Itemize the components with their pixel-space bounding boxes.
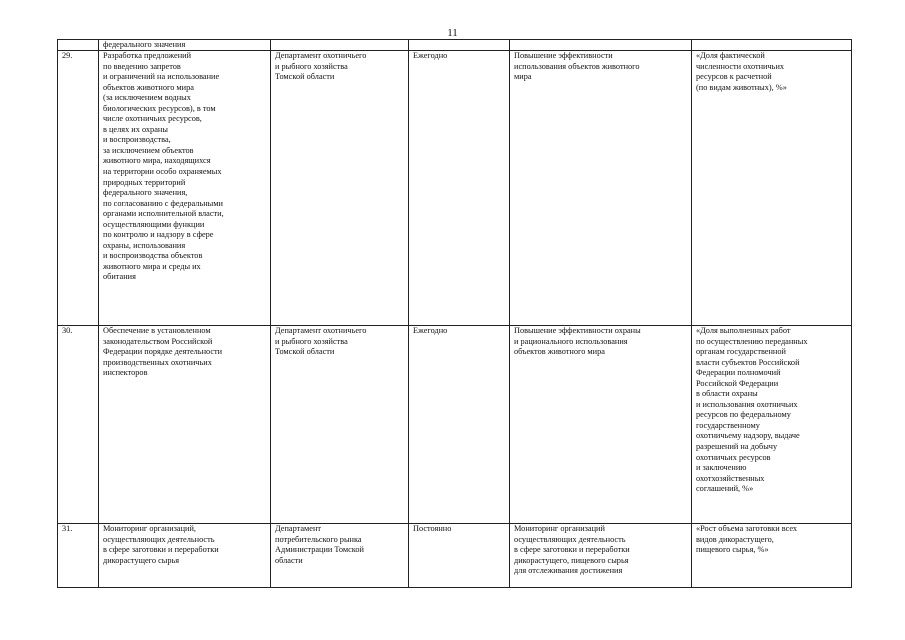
measures-table xyxy=(57,39,852,588)
table-row-continuation xyxy=(58,40,852,51)
cell-result: Повышение эффективности охраны и рационального использования объектов животного мира xyxy=(510,326,692,524)
cell-indicator: «Доля выполненных работ по осуществлению переданных органам государственной власти субъектов Российской Федерации полномочий Российской Федерации в области охраны и использования охотничьих ресурсов по федеральному государственному охотничьему надзору, выдаче разрешений на добычу охотничьих ресурсов и заключению охотхозяйственных соглашений, %» xyxy=(692,326,852,524)
cell-number: 30. xyxy=(58,326,99,524)
cell-period: Постоянно xyxy=(409,524,510,588)
cell-number: 31. xyxy=(58,524,99,588)
cell-department: Департамент охотничьего и рыбного хозяйства Томской области xyxy=(271,51,409,326)
cell-department xyxy=(271,40,409,51)
cell-activity: Обеспечение в установленном законодательством Российской Федерации порядке деятельности производственных охотничьих инспекторов xyxy=(99,326,271,524)
cell-result: Повышение эффективности использования объектов животного мира xyxy=(510,51,692,326)
page-number: 11 xyxy=(447,27,458,39)
cell-activity: Разработка предложений по введению запретов и ограничений на использование объектов животного мира (за исключением водных биологических ресурсов), в том числе охотничьих ресурсов, в целях их охраны и воспроизводства, за исключением объектов животного мира, находящихся на территории особо охраняемых природных территорий федерального значения, по согласованию с федеральными органами исполнительной власти, осуществляющими функции по контролю и надзору в сфере охраны, использования и воспроизводства объектов животного мира и среды их обитания xyxy=(99,51,271,326)
cell-indicator: «Рост объема заготовки всех видов дикорастущего, пищевого сырья, %» xyxy=(692,524,852,588)
cell-number xyxy=(58,40,99,51)
cell-activity: Мониторинг организаций, осуществляющих деятельность в сфере заготовки и переработки дикорастущего сырья xyxy=(99,524,271,588)
cell-result: Мониторинг организаций осуществляющих деятельность в сфере заготовки и переработки дикорастущего, пищевого сырья для отслеживания достижения xyxy=(510,524,692,588)
cell-activity: федерального значения xyxy=(99,40,271,51)
cell-result xyxy=(510,40,692,51)
table-row-30 xyxy=(58,326,852,524)
table-row-31 xyxy=(58,524,852,588)
cell-number: 29. xyxy=(58,51,99,326)
cell-department: Департамент потребительского рынка Администрации Томской области xyxy=(271,524,409,588)
cell-period: Ежегодно xyxy=(409,51,510,326)
cell-department: Департамент охотничьего и рыбного хозяйства Томской области xyxy=(271,326,409,524)
cell-indicator: «Доля фактической численности охотничьих ресурсов к расчетной (по видам животных), %» xyxy=(692,51,852,326)
cell-indicator xyxy=(692,40,852,51)
cell-period xyxy=(409,40,510,51)
table-row-29 xyxy=(58,51,852,326)
cell-period: Ежегодно xyxy=(409,326,510,524)
